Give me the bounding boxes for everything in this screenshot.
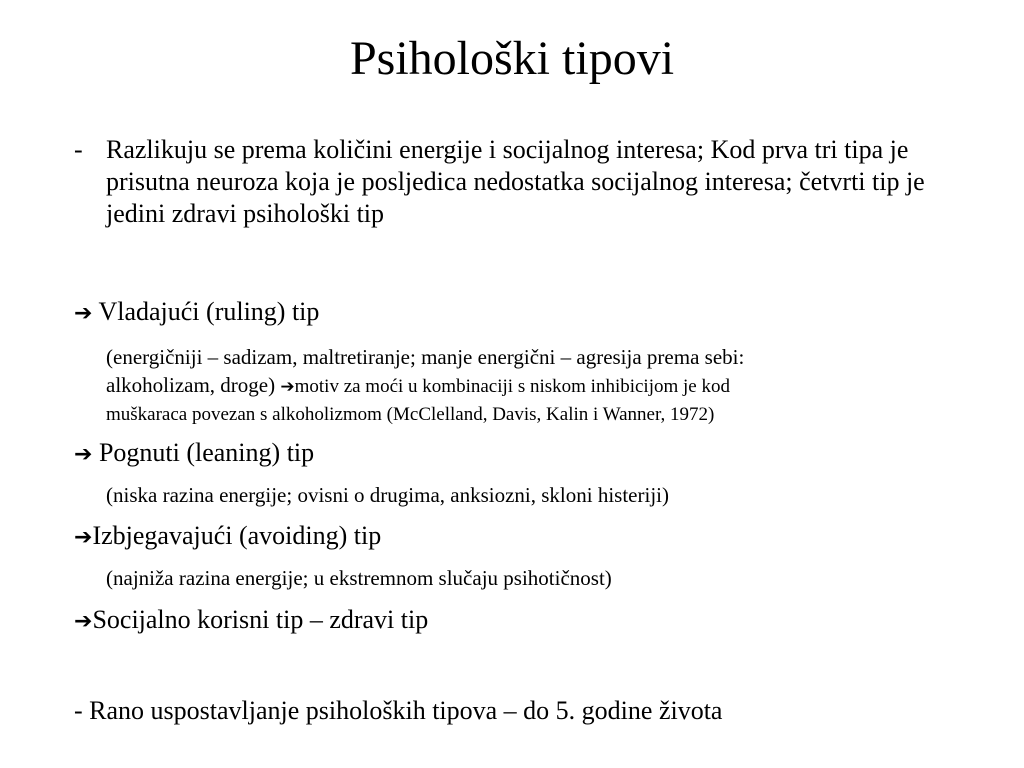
arrow-right-icon: ➔ xyxy=(74,609,93,634)
type-leaning-desc: (niska razina energije; ovisni o drugima, anksiozni, skloni histeriji) xyxy=(106,483,669,507)
type-ruling-desc-small: motiv za moći u kombinaciji s niskom inhibicijom je kod xyxy=(294,376,730,397)
type-avoiding-heading xyxy=(74,520,381,554)
intro-bullet xyxy=(74,134,974,230)
type-ruling-heading xyxy=(74,296,319,330)
type-avoiding-desc: (najniža razina energije; u ekstremnom slučaju psihotičnost) xyxy=(106,566,612,590)
type-leaning-heading xyxy=(74,437,314,471)
footer-bullet: - Rano uspostavljanje psiholoških tipova – do 5. godine života xyxy=(74,696,723,725)
arrow-right-icon: ➔ xyxy=(74,301,93,326)
type-useful-heading xyxy=(74,604,428,638)
slide-title: Psihološki tipovi xyxy=(349,32,675,85)
type-ruling-label: Vladajući (ruling) tip xyxy=(92,297,320,326)
arrow-right-icon: ➔ xyxy=(74,442,93,467)
arrow-right-icon: ➔ xyxy=(280,377,295,397)
intro-text: Razlikuju se prema količini energije i socijalnog interesa; Kod prva tri tipa je prisutna neuroza koja je posljedica nedostatka socijalnog interesa; četvrti tip je jedini zdravi psihološki tip xyxy=(106,135,925,228)
type-leaning-label: Pognuti (leaning) tip xyxy=(92,438,315,467)
type-useful-label: Socijalno korisni tip – zdravi tip xyxy=(92,605,429,634)
type-avoiding-label: Izbjegavajući (avoiding) tip xyxy=(92,521,382,550)
type-ruling-desc-main: alkoholizam, droge) xyxy=(106,373,281,397)
dash-bullet-marker: - xyxy=(74,135,83,164)
type-ruling-desc-line-1: (energičniji – sadizam, maltretiranje; manje energični – agresija prema sebi: xyxy=(106,345,745,369)
arrow-right-icon: ➔ xyxy=(74,525,93,550)
type-ruling-desc-line-2 xyxy=(106,372,730,400)
type-ruling-desc-line-3: muškaraca povezan s alkoholizmom (McClelland, Davis, Kalin i Wanner, 1972) xyxy=(106,404,715,425)
